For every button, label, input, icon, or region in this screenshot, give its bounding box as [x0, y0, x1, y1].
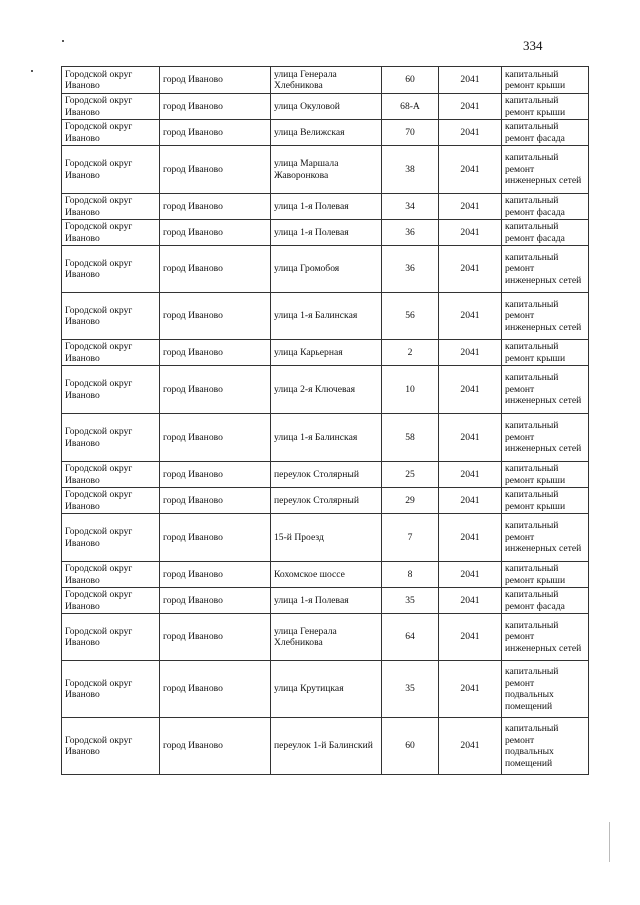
cell-municipality: Городской округ Иваново — [62, 514, 160, 562]
cell-street: улица Генерала Хлебникова — [271, 614, 382, 661]
cell-municipality: Городской округ Иваново — [62, 614, 160, 661]
table-row — [62, 94, 589, 120]
table-body — [62, 67, 589, 775]
cell-city: город Иваново — [160, 462, 271, 488]
cell-street: улица Карьерная — [271, 340, 382, 366]
cell-year: 2041 — [439, 120, 502, 146]
cell-work-type: капитальный ремонт крыши — [502, 562, 589, 588]
cell-city: город Иваново — [160, 514, 271, 562]
repair-schedule-table — [61, 66, 589, 775]
page-number: 334 — [523, 38, 543, 53]
cell-house-number: 29 — [382, 488, 439, 514]
cell-year: 2041 — [439, 146, 502, 194]
scan-mark — [609, 822, 610, 862]
table-row — [62, 220, 589, 246]
cell-municipality: Городской округ Иваново — [62, 94, 160, 120]
cell-street: улица 1-я Полевая — [271, 588, 382, 614]
cell-city: город Иваново — [160, 293, 271, 340]
cell-street: улица 1-я Балинская — [271, 293, 382, 340]
cell-city: город Иваново — [160, 414, 271, 462]
cell-street: переулок 1-й Балинский — [271, 718, 382, 775]
cell-municipality: Городской округ Иваново — [62, 488, 160, 514]
cell-street: улица Крутицкая — [271, 661, 382, 718]
cell-city: город Иваново — [160, 614, 271, 661]
cell-street: улица Окуловой — [271, 94, 382, 120]
cell-municipality: Городской округ Иваново — [62, 562, 160, 588]
cell-city: город Иваново — [160, 718, 271, 775]
table-row — [62, 293, 589, 340]
cell-year: 2041 — [439, 718, 502, 775]
cell-work-type: капитальный ремонт фасада — [502, 120, 589, 146]
cell-work-type: капитальный ремонт фасада — [502, 194, 589, 220]
cell-house-number: 38 — [382, 146, 439, 194]
cell-work-type: капитальный ремонт инженерных сетей — [502, 614, 589, 661]
cell-work-type: капитальный ремонт фасада — [502, 588, 589, 614]
cell-house-number: 68-А — [382, 94, 439, 120]
cell-municipality: Городской округ Иваново — [62, 661, 160, 718]
cell-work-type: капитальный ремонт крыши — [502, 340, 589, 366]
cell-house-number: 60 — [382, 718, 439, 775]
cell-city: город Иваново — [160, 366, 271, 414]
cell-street: улица Велижская — [271, 120, 382, 146]
cell-work-type: капитальный ремонт крыши — [502, 488, 589, 514]
cell-house-number: 2 — [382, 340, 439, 366]
table-row — [62, 340, 589, 366]
cell-house-number: 64 — [382, 614, 439, 661]
cell-house-number: 36 — [382, 246, 439, 293]
cell-year: 2041 — [439, 293, 502, 340]
cell-municipality: Городской округ Иваново — [62, 246, 160, 293]
cell-work-type: капитальный ремонт инженерных сетей — [502, 146, 589, 194]
cell-city: город Иваново — [160, 120, 271, 146]
table-row — [62, 514, 589, 562]
cell-house-number: 25 — [382, 462, 439, 488]
cell-street: улица 2-я Ключевая — [271, 366, 382, 414]
cell-street: переулок Столярный — [271, 462, 382, 488]
cell-work-type: капитальный ремонт инженерных сетей — [502, 366, 589, 414]
cell-municipality: Городской округ Иваново — [62, 414, 160, 462]
cell-work-type: капитальный ремонт подвальных помещений — [502, 718, 589, 775]
cell-work-type: капитальный ремонт крыши — [502, 462, 589, 488]
cell-year: 2041 — [439, 588, 502, 614]
cell-year: 2041 — [439, 220, 502, 246]
cell-house-number: 10 — [382, 366, 439, 414]
cell-work-type: капитальный ремонт инженерных сетей — [502, 293, 589, 340]
table-row — [62, 614, 589, 661]
cell-work-type: капитальный ремонт крыши — [502, 67, 589, 94]
cell-municipality: Городской округ Иваново — [62, 194, 160, 220]
table-row — [62, 146, 589, 194]
cell-year: 2041 — [439, 67, 502, 94]
table-row — [62, 661, 589, 718]
cell-year: 2041 — [439, 340, 502, 366]
cell-work-type: капитальный ремонт подвальных помещений — [502, 661, 589, 718]
cell-street: улица Маршала Жаворонкова — [271, 146, 382, 194]
table-row — [62, 67, 589, 94]
cell-municipality: Городской округ Иваново — [62, 588, 160, 614]
cell-municipality: Городской округ Иваново — [62, 293, 160, 340]
table-row — [62, 246, 589, 293]
cell-municipality: Городской округ Иваново — [62, 120, 160, 146]
cell-year: 2041 — [439, 661, 502, 718]
table-row — [62, 462, 589, 488]
cell-municipality: Городской округ Иваново — [62, 718, 160, 775]
table-row — [62, 120, 589, 146]
table-row — [62, 488, 589, 514]
cell-street: улица Генерала Хлебникова — [271, 67, 382, 94]
cell-work-type: капитальный ремонт фасада — [502, 220, 589, 246]
cell-municipality: Городской округ Иваново — [62, 220, 160, 246]
cell-year: 2041 — [439, 614, 502, 661]
cell-municipality: Городской округ Иваново — [62, 366, 160, 414]
cell-municipality: Городской округ Иваново — [62, 146, 160, 194]
cell-house-number: 35 — [382, 588, 439, 614]
table-row — [62, 588, 589, 614]
cell-year: 2041 — [439, 462, 502, 488]
table-row — [62, 414, 589, 462]
cell-city: город Иваново — [160, 146, 271, 194]
cell-street: улица 1-я Полевая — [271, 220, 382, 246]
cell-house-number: 36 — [382, 220, 439, 246]
cell-house-number: 8 — [382, 562, 439, 588]
table-row — [62, 194, 589, 220]
cell-street: 15-й Проезд — [271, 514, 382, 562]
table-row — [62, 718, 589, 775]
cell-municipality: Городской округ Иваново — [62, 340, 160, 366]
cell-city: город Иваново — [160, 67, 271, 94]
scan-dot — [62, 40, 64, 42]
cell-house-number: 56 — [382, 293, 439, 340]
cell-city: город Иваново — [160, 94, 271, 120]
cell-year: 2041 — [439, 414, 502, 462]
cell-street: переулок Столярный — [271, 488, 382, 514]
cell-city: город Иваново — [160, 194, 271, 220]
cell-year: 2041 — [439, 246, 502, 293]
cell-year: 2041 — [439, 514, 502, 562]
cell-year: 2041 — [439, 488, 502, 514]
cell-city: город Иваново — [160, 661, 271, 718]
cell-street: улица 1-я Балинская — [271, 414, 382, 462]
cell-house-number: 60 — [382, 67, 439, 94]
cell-house-number: 58 — [382, 414, 439, 462]
cell-street: улица Громобоя — [271, 246, 382, 293]
cell-year: 2041 — [439, 562, 502, 588]
cell-house-number: 34 — [382, 194, 439, 220]
cell-work-type: капитальный ремонт инженерных сетей — [502, 414, 589, 462]
cell-city: город Иваново — [160, 562, 271, 588]
cell-house-number: 35 — [382, 661, 439, 718]
table-row — [62, 562, 589, 588]
cell-city: город Иваново — [160, 488, 271, 514]
cell-work-type: капитальный ремонт инженерных сетей — [502, 246, 589, 293]
scan-dot — [31, 70, 33, 72]
cell-work-type: капитальный ремонт крыши — [502, 94, 589, 120]
table-row — [62, 366, 589, 414]
cell-house-number: 7 — [382, 514, 439, 562]
cell-city: город Иваново — [160, 246, 271, 293]
cell-city: город Иваново — [160, 588, 271, 614]
cell-city: город Иваново — [160, 220, 271, 246]
cell-municipality: Городской округ Иваново — [62, 67, 160, 94]
cell-year: 2041 — [439, 366, 502, 414]
cell-year: 2041 — [439, 194, 502, 220]
cell-house-number: 70 — [382, 120, 439, 146]
cell-year: 2041 — [439, 94, 502, 120]
cell-work-type: капитальный ремонт инженерных сетей — [502, 514, 589, 562]
cell-municipality: Городской округ Иваново — [62, 462, 160, 488]
cell-street: Кохомское шоссе — [271, 562, 382, 588]
cell-city: город Иваново — [160, 340, 271, 366]
cell-street: улица 1-я Полевая — [271, 194, 382, 220]
